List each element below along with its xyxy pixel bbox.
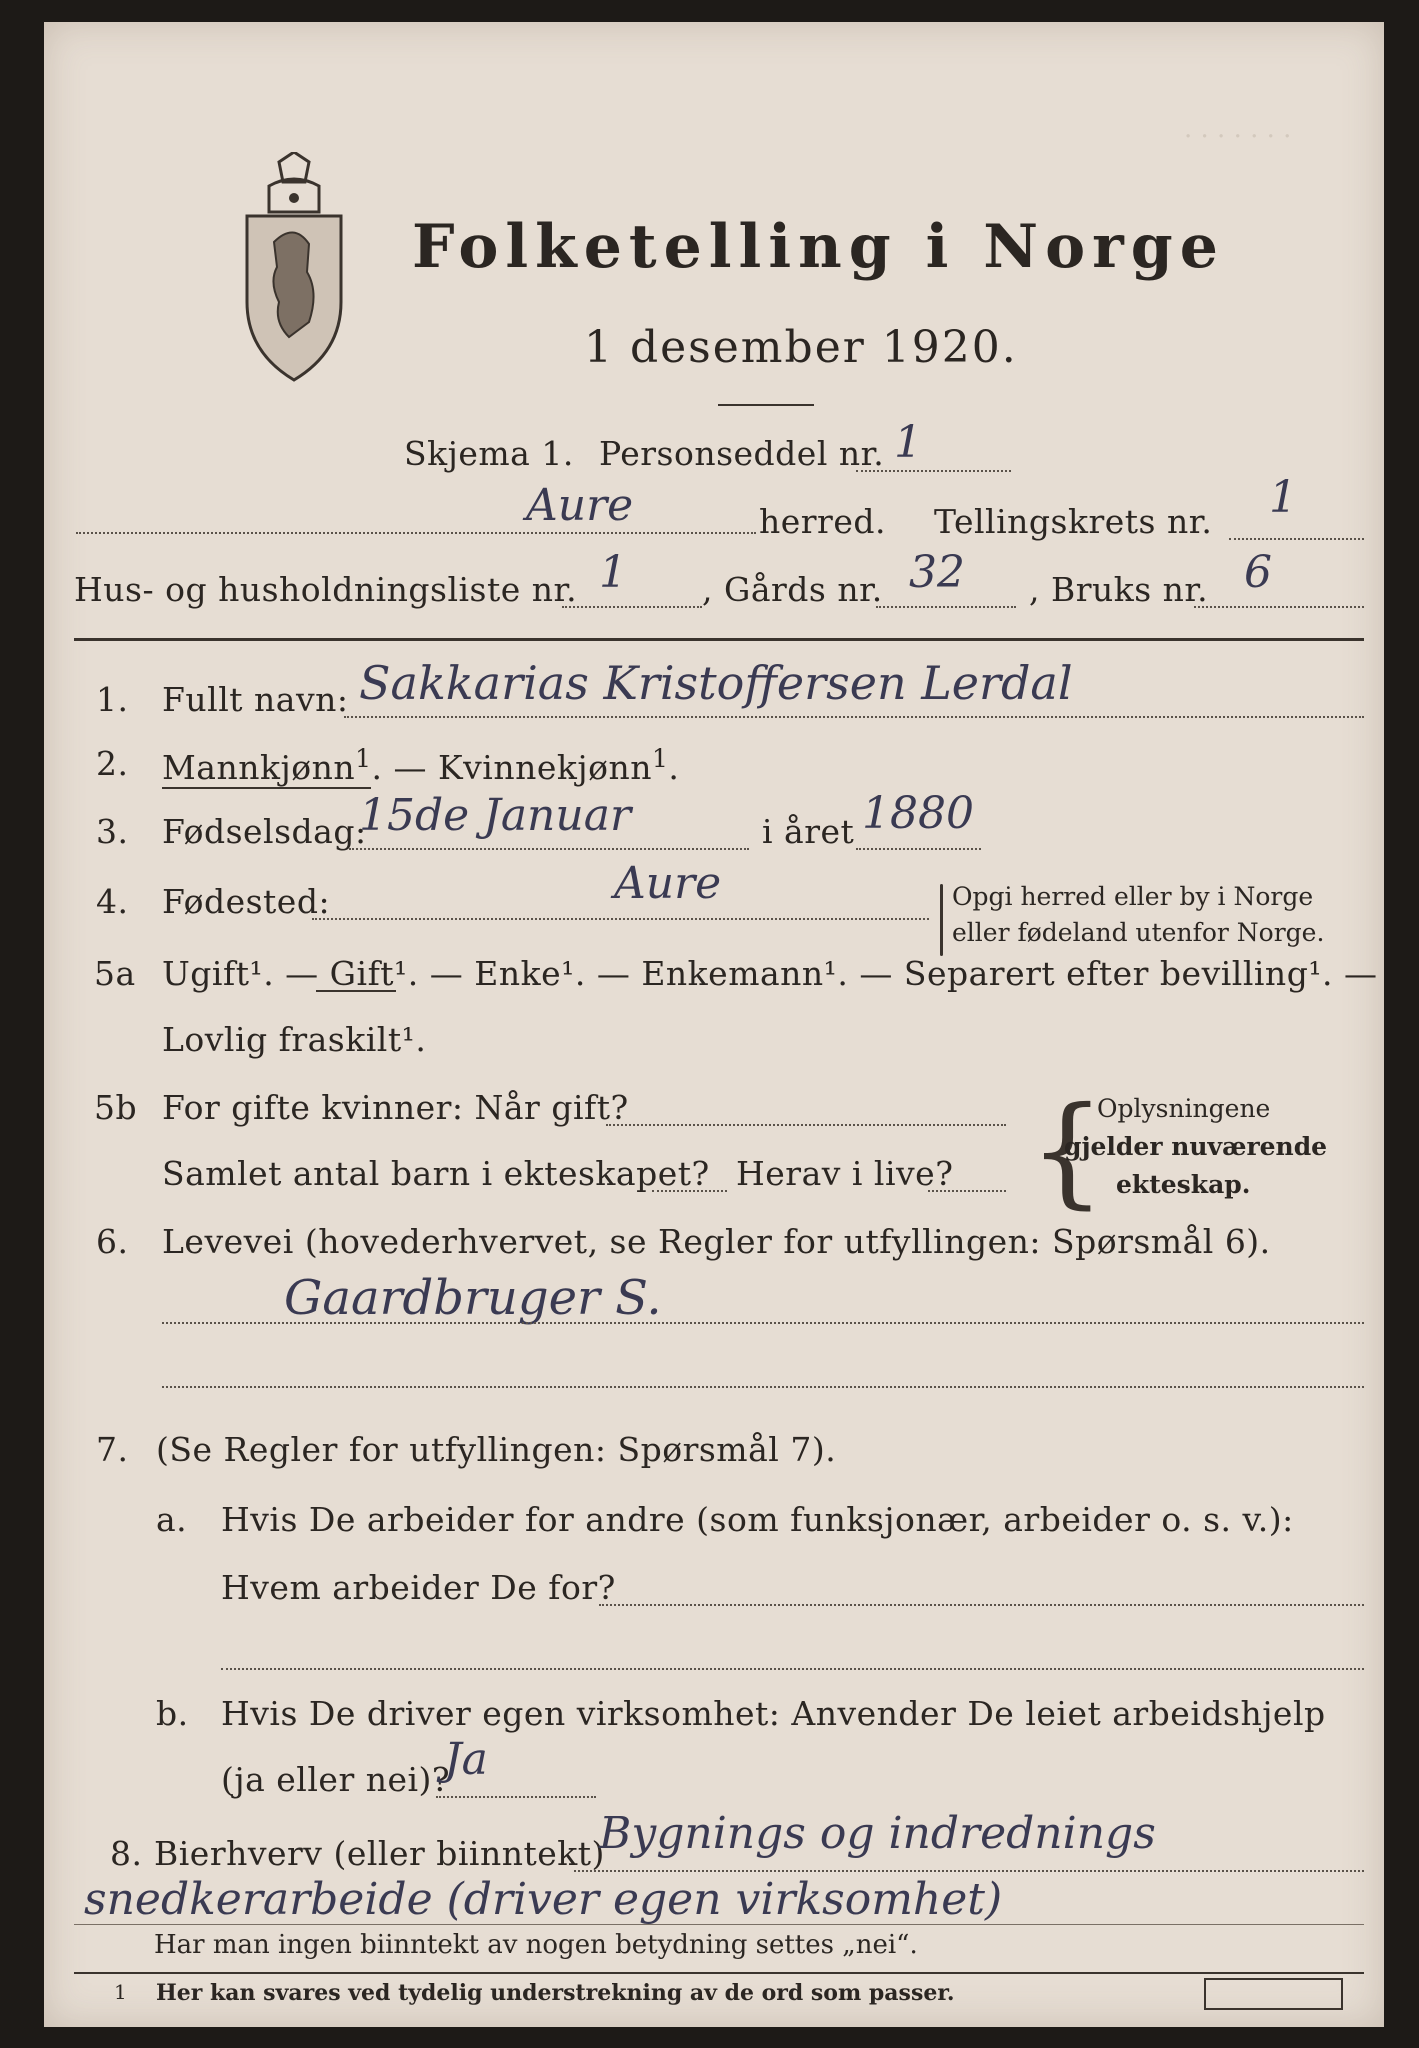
marital-status-divorced-option[interactable]: Lovlig fraskilt¹. — [162, 1020, 427, 1059]
personseddel-label: Personseddel nr. — [599, 434, 885, 473]
employer-label: Hvem arbeider De for? — [221, 1568, 616, 1607]
q7b-label: Hvis De driver egen virksomhet: Anvender De leiet arbeidshjelp — [221, 1694, 1326, 1733]
birth-year-label: i året — [762, 812, 855, 851]
q5b-number: 5b — [94, 1088, 138, 1127]
herred-value[interactable]: Aure — [526, 480, 634, 531]
gards-field-line — [876, 606, 1016, 608]
marriage-note-line1: Oplysningene — [1097, 1094, 1271, 1123]
married-when-label: For gifte kvinner: Når gift? — [162, 1088, 629, 1127]
birthplace-field-line — [312, 918, 929, 920]
marriage-note-line2: gjelder nuværende — [1064, 1132, 1328, 1161]
q6-label: Levevei (hovederhvervet, se Regler for utfyllingen: Spørsmål 6). — [162, 1222, 1271, 1261]
employer-field-line — [599, 1604, 1364, 1606]
side-income-underline — [74, 1924, 1364, 1925]
birthplace-note-line2: eller fødeland utenfor Norge. — [952, 918, 1325, 947]
tellingskrets-field-line — [1229, 538, 1364, 540]
husholdningsliste-label: Hus- og husholdningsliste nr. — [74, 570, 578, 609]
q8-number: 8. — [110, 1834, 143, 1873]
q7b-number: b. — [156, 1694, 189, 1733]
children-count-label: Samlet antal barn i ekteskapet? — [162, 1154, 710, 1193]
birth-year-value[interactable]: 1880 — [862, 788, 974, 839]
hired-help-label: (ja eller nei)? — [221, 1760, 451, 1799]
form-title: Folketelling i Norge — [412, 212, 1225, 282]
occupation-value[interactable]: Gaardbruger S. — [284, 1270, 662, 1326]
marriage-note-line3: ekteskap. — [1116, 1170, 1251, 1199]
census-form-page — [44, 22, 1384, 2027]
printer-stamp — [1204, 1978, 1343, 2010]
side-income-value-line2[interactable]: snedkerarbeide (driver egen virksomhet) — [84, 1874, 1003, 1925]
q1-number: 1. — [96, 680, 129, 719]
married-when-field-line — [606, 1124, 1006, 1126]
q4-label: Fødested: — [162, 882, 331, 921]
gards-value[interactable]: 32 — [909, 547, 965, 598]
q7a-number: a. — [156, 1500, 188, 1539]
q1-label: Fullt navn: — [162, 680, 349, 719]
hired-help-value[interactable]: Ja — [444, 1734, 488, 1785]
children-count-field-line — [652, 1190, 727, 1192]
tellingskrets-label: Tellingskrets nr. — [934, 502, 1213, 541]
birthplace-value[interactable]: Aure — [614, 858, 722, 909]
husholdningsliste-value[interactable]: 1 — [599, 547, 627, 598]
q7-label: (Se Regler for utfyllingen: Spørsmål 7). — [156, 1430, 837, 1469]
schema-label: Skjema 1. — [404, 434, 574, 473]
q8-label: Bierhverv (eller biinntekt) — [154, 1834, 605, 1873]
q5a-number: 5a — [94, 954, 136, 993]
q7a-label: Hvis De arbeider for andre (som funksjonær, arbeider o. s. v.): — [221, 1500, 1294, 1539]
occupation-field-line-1 — [162, 1322, 1364, 1324]
full-name-value[interactable]: Sakkarias Kristoffersen Lerdal — [359, 656, 1073, 710]
gift-underline-mark — [316, 990, 396, 992]
marital-status-options[interactable]: Ugift¹. — Gift¹. — Enke¹. — Enkemann¹. — Separert efter bevilling¹. — — [162, 954, 1378, 993]
bruks-field-line — [1194, 606, 1364, 608]
birthday-field-line — [349, 848, 749, 850]
children-alive-label: Herav i live? — [736, 1154, 954, 1193]
birth-year-field-line — [856, 848, 981, 850]
side-income-value-line1[interactable]: Bygnings og indrednings — [599, 1808, 1156, 1859]
birthday-value[interactable]: 15de Januar — [359, 790, 631, 841]
q6-number: 6. — [96, 1222, 129, 1261]
q7-number: 7. — [96, 1430, 129, 1469]
bruks-label: , Bruks nr. — [1029, 570, 1209, 609]
q3-label: Fødselsdag: — [162, 812, 367, 851]
personseddel-value[interactable]: 1 — [894, 417, 922, 468]
gender-female-option[interactable]: Kvinnekjønn$^1$ — [437, 744, 669, 787]
q3-number: 3. — [96, 812, 129, 851]
q2-number: 2. — [96, 744, 129, 783]
marriage-note-brace: { — [1029, 1082, 1106, 1221]
full-name-field-line — [344, 716, 1364, 718]
footnote-divider — [74, 1972, 1364, 1974]
herred-label: herred. — [759, 502, 886, 541]
tellingskrets-value[interactable]: 1 — [1269, 472, 1297, 523]
footnote-text: Her kan svares ved tydelig understrekning av de ord som passer. — [156, 1980, 955, 2006]
header-divider — [74, 638, 1364, 641]
occupation-field-line-2 — [162, 1386, 1364, 1388]
census-date: 1 desember 1920. — [584, 322, 1018, 373]
hired-help-field-line — [436, 1796, 596, 1798]
husholdningsliste-field-line — [562, 606, 702, 608]
q4-number: 4. — [96, 882, 129, 921]
birthplace-note-line1: Opgi herred eller by i Norge — [952, 882, 1314, 911]
side-income-field-line — [574, 1870, 1364, 1872]
employer-field-line-2 — [221, 1668, 1364, 1670]
personseddel-field-line — [856, 470, 1011, 472]
side-income-note: Har man ingen biinntekt av nogen betydning settes „nei“. — [154, 1930, 918, 1960]
gender-options: Mannkjønn$^1$. — Kvinnekjønn$^1$. — [162, 744, 680, 787]
title-divider — [718, 404, 814, 406]
gards-label: , Gårds nr. — [702, 570, 883, 609]
gender-male-option[interactable]: Mannkjønn$^1$ — [162, 744, 372, 787]
footnote-marker: 1 — [114, 1980, 127, 2004]
norway-coat-of-arms-icon — [239, 152, 349, 382]
bruks-value[interactable]: 6 — [1244, 547, 1272, 598]
herred-field-line — [76, 532, 756, 534]
birthplace-note-bracket — [940, 884, 943, 956]
bleed-through-text: · · · · · · · — [1184, 122, 1292, 152]
children-alive-field-line — [928, 1190, 1006, 1192]
